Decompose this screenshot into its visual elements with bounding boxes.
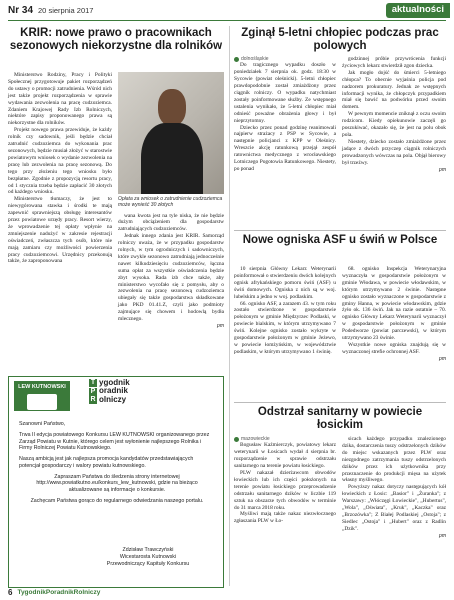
lion-icon (27, 394, 57, 410)
article-asf-col1 (234, 266, 336, 356)
article-accident-para: Dziecko przez ponad godzinę reanimowali najpierw strażacy z PSP w Sycowie, a następnie policjanci z KPP w Oleśnicy. Wreszcie akcję ratunkową przejął zespół ratownictwa medycznego z wrocławskiego Lotniczego Pogotowia Ratunkowego. Niestety, po ponad (234, 124, 336, 172)
location-pin-icon (234, 437, 239, 442)
article-krir-title: KRIR: nowe prawo o pracownikach sezonowych niekorzystne dla rolników (9, 27, 223, 52)
article-asf-signature: pm (439, 355, 446, 362)
ad-paragraph-link[interactable]: Zapraszam Państwa do śledzenia strony internetowej http://www.powiatkutno.eu/konkurs_lew_kutnowski, gdzie na bieżąco aktualizowane są informacje o konkursie. (36, 473, 198, 494)
lew-kutnowski-logo-text: LEW KUTNOWSKI (18, 384, 66, 390)
article-cull-para: sicach każdego przypadku znalezionego dzika, dostarczenia tuszy odstrzelonych dzików do miejsc wskazanych przez PLW oraz niezgodnego zatrzymania tuszy odstrzelonych dzików przez ich użytkownika przy przeznaczenie do produkcji mięsa na użytek własny myśliwego. (342, 436, 446, 484)
article-divider (234, 230, 446, 231)
ad-greeting: Szanowni Państwo, (19, 421, 66, 427)
article-cull-col2 (342, 436, 446, 539)
article-accident-signature: pm (439, 166, 446, 173)
contest-ad-box (8, 376, 224, 588)
location-pin-icon (234, 57, 239, 62)
article-krir-para: Ministerstwo Rodziny, Pracy i Polityki Społecznej przygotowuje pakiet rozporządzeń do ustawy o promocji zatrudnienia. Wśród nich jest także projekt rozporządzenia w sprawie wydawania zezwolenia na pracę cudzoziemca. Zdaniem Krajowej Rady Izb Rolniczych, niektóre zapisy proponowanego prawa są niekorzystne dla rolników. (8, 72, 112, 127)
footer-title: TygodnikPoradnikRolniczy (17, 588, 101, 596)
ad-signature-role: Wicestarosta Kutnowski (119, 553, 177, 560)
section-label: aktualności (386, 3, 450, 18)
page-footer (8, 588, 448, 598)
article-accident-para: Niestety, dziecko zostało zmiażdżone przez jadące z dwóch przyczep ciągnik rolniczych prowadzonych wówczas na pola. Objął bierowy był trzeźwy. (342, 138, 446, 166)
article-accident-col2 (342, 56, 446, 173)
article-accident-para: Jak mogło dojść do śmierci 5-letniego chłopca? To obecnie wyjaśnia policja pod nadzorem prokuratury. Jednak ze wstępnych informacji wynika, że chłopczyk przypadkiem miał się bawić na podwórku przed swoim domem. (342, 69, 446, 111)
article-krir-para: wana kwota jest na tyle niska, że nie będzie dużym obciążeniem dla gospodarstw zatrudniających cudzoziemców. (118, 212, 224, 233)
tygodnik-logo-line2: oradnik (99, 386, 128, 396)
article-cull-title: Odstrzał sanitarny w powiecie łosickim (257, 406, 423, 431)
article-asf-col2 (342, 266, 446, 362)
lew-kutnowski-logo (14, 381, 70, 411)
article-krir-photo (118, 72, 224, 194)
article-asf-para: 10 sierpnia Główny Lekarz Weterynarii poinformował o stwierdzeniu dwóch kolejnych ognisk afrykańskiego pomoru świń (ASF) u świń domowych. Ogniska z nich są w woj. lubelskim a jedno w woj. podlaskim. (234, 266, 336, 300)
header-rule (8, 20, 446, 21)
article-krir-col2 (118, 196, 224, 329)
tygodnik-logo: T ygodnik P oradnik R olniczy (90, 378, 130, 404)
article-accident-col1 (234, 56, 336, 173)
article-cull-para: Powyższy nakaz dotyczy następujących kół łowieckich z Łosic: „Basior" i „Żuranka"; z Warszawy: „Włóczęgi Łowieckie", „Hubertus", „Wola", „Oświata", „Kruk", „Kaczka" oraz „Brzozówka"; Z Białej Podlaskiej „Ostoja"; z Siedlec „Ostoja" i „Hubert" oraz z Radlin „Dzik". (342, 484, 446, 532)
article-asf-para: 68. ognisko Inspekcja Weterynaryjna wyznaczyła w gospodarstwie położonym w gminie Włodawa, w powiecie włodawskim, w którym utrzymywano 2 świnie. Następne ognisko zostało wyznaczone w gospodarstwie z gminy Hanna, w powiecie włodawskim, gdzie żyło ok. 136 świń. Jak na razie ostatnie – 70. ognisko Główny Lekarz Weterynarii wyznaczył w gospodarstwie położonym w gminie Podedworze (powiat parczewski), w którym utrzymywano 23 świnie. (342, 266, 446, 342)
article-krir (8, 27, 224, 53)
article-accident-para: godzinnej próbie przywrócenia funkcji życiowych lekarz stwierdził zgon dziecka. (342, 56, 446, 69)
issue-date: 20 sierpnia 2017 (38, 6, 94, 16)
ad-signature-role: Przewodniczący Kapituły Konkursu (106, 560, 190, 567)
ad-paragraph: Trwa II edycja powiatowego Konkursu LEW KUTNOWSKI organizowanego przez Zarząd Powiatu w Kutnie, którego celem jest wyłonienie najlepszego Rolnika i Firmy Rolniczej Powiatu Kutnowskiego. (19, 431, 210, 452)
article-accident-para: Do tragicznego wypadku doszło w poniedziałek 7 sierpnia ok. godz. 18:30 w Sycowie (powiat oleśnicki). 5-letni chłopiec prawdopodobnie został zmiażdżony przez ciągnik rolniczy. O wypadku natychmiast zostały poinformowane służby. Ze wstępnego ustalenia wynikało, że 5-letni chłopiec miał odnieść poważne obrażenia głowy i był nieprzytomny. (234, 62, 336, 124)
article-divider (234, 402, 446, 403)
ad-paragraph: Naszą ambicją jest jak najlepsza promocja kandydatów przedstawiających potencjał gospodarczy i walory powiatu kutnowskiego. (19, 456, 194, 469)
article-cull-para: Bogusław Kaźmierczyk, powiatowy lekarz weterynarii w Łosicach wydał 4 sierpnia br. rozporządzenie w sprawie odstrzału sanitarnego na terenie powiatu łosickiego. (234, 442, 336, 470)
article-asf (234, 234, 446, 247)
article-asf-para: 66. ognisko ASF, a zarazem 43. w tym roku zostało stwierdzone w gospodarstwie położonym w gminie Międzyrzec Podlaski, w powiecie bialskim, w którym utrzymywano 7 świń. Kolejne ognisko zostało wykryte w gospodarstwie położonym w gminie Jeżewo, w powiecie łomżyńskim, w województwie podlaskim, w którym utrzymywano 1 świnię. (234, 300, 336, 355)
article-cull-signature: pm (439, 532, 446, 539)
location-label: mazowieckie (241, 436, 270, 442)
location-label: dolnośląskie (241, 56, 269, 62)
photo-person-head (158, 89, 186, 126)
article-accident (234, 27, 446, 53)
ad-text (19, 421, 215, 509)
issue-number: Nr 34 (8, 4, 34, 16)
article-asf-title: Nowe ogniska ASF u świń w Polsce (242, 234, 438, 246)
article-cull-col1 (234, 436, 336, 525)
article-accident-para: W pewnym momencie zniknął z oczu swoim rodzicom. Kiedy opiekunowie zaczęli go poszukiwać, okazało się, że jest na polu obok pola. (342, 111, 446, 138)
column-divider (229, 26, 230, 586)
article-krir-para: Projekt nowego prawa przewiduje, że każdy rolnik czy sadownik, jeśli będzie chciał zatrudnić cudzoziemca do wykonania prac sezonowych, będzie musiał złożyć w starostwie powiatowym wniosek o wydanie zezwolenia na pracę lub zezwolenia na pracę sezonową. Do tego przy złożeniu tego wniosku było bezpłatne. Zgodnie z propozycją resortu pracy, od 1 stycznia trzeba będzie zapłacić 30 złotych od każdego wniosku. (8, 127, 112, 196)
article-cull-para: PLW nakazał dzierżawcom obwodów łowieckich lub ich części położonych na terenie powiatu łosickiego przeprowadzenie odstrzału sanitarnego dzików w liczbie 119 sztuk na obszarze tych obwodów w terminie do 31 marca 2018 roku. (234, 470, 336, 511)
article-asf-para: Wszystkie nowe ogniska znajdują się w wyznaczonej strefie ochronnej ASF. (342, 341, 446, 355)
article-krir-signature: pm (217, 323, 224, 329)
photo-person-body (141, 123, 202, 194)
tygodnik-logo-line3: olniczy (99, 394, 127, 404)
photo-caption: Opłata za wniosek o zatrudnienie cudzoziemca może wynieść 30 złotych (118, 196, 223, 209)
article-cull-para: Myśliwi mają także nakaz niezwłocznego zgłaszania PLW w Ło- (234, 511, 336, 525)
article-krir-para: Jednak innego zdania jest KRIR. Samorząd rolniczy uważa, że w przypadku gospodarstw rolnych, w tym ogrodniczych i sadowniczych, które zwykle sezonowo zatrudniają jednocześnie nawet kilkudziesięciu cudzoziemców, łączna suma opłat za wszystkie oświadczenia będzie zbyt wysoka. Rada izb chce także, aby ministerstwo wycofało się z pomysłu, aby o zezwolenia na pracę sezonową cudzoziemca ubiegały się także gospodarstwa składkowane jako PKD 01.41.Z, czyli jako podmioty zajmujące się chowem i hodowlą bydła mlecznego. (118, 233, 224, 323)
page-header (8, 4, 448, 18)
ad-paragraph: Zachęcam Państwa gorąco do regularnego odwiedzania naszego portalu. (30, 497, 204, 504)
article-cull (234, 406, 446, 432)
article-krir-col1 (8, 72, 112, 265)
article-krir-para: Ministerstwo tłumaczy, że jest to niewygórowana stawka i środki te mają zapewnić sprawniejszą obsługę interesantów przez powiatowe urzędy pracy. Resort wierzy, że wprowadzenie tej opłaty wpłynie na zmniejszenie nadużyć w zakresie rejestracji oświadczeń, zwłaszcza tych osób, które nie mają zamiaru czy możliwości powierzenia pracy cudzoziemcowi. Urzędnicy przekonują także, że zaproponowana (8, 196, 112, 265)
ad-signature-name: Zdzisław Trawczyński (122, 547, 174, 553)
tygodnik-logo-line1: ygodnik (99, 378, 130, 387)
article-accident-title: Zginął 5-letni chłopiec podczas prac polowych (241, 27, 439, 52)
ad-signature (83, 547, 213, 568)
page-number: 6 (8, 587, 13, 597)
